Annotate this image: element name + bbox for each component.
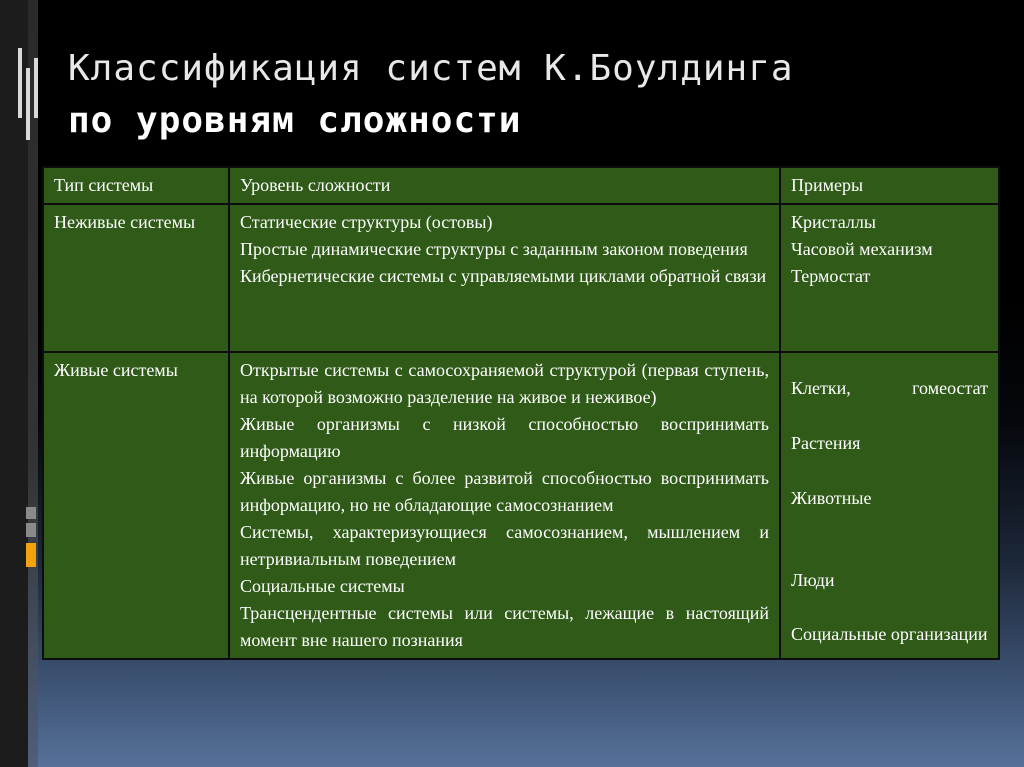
header-system-type: Тип системы [43, 167, 229, 204]
table-row [43, 352, 999, 659]
title-line-1: Классификация систем К.Боулдинга [68, 48, 794, 89]
level-item: Открытые системы с самосохраняемой структурой (первая ступень, на которой возможно разделение на живое и неживое) [240, 360, 769, 407]
stripe [18, 48, 22, 118]
example-item: Часовой механизм [791, 239, 933, 259]
level-item: Статические структуры (остовы) [240, 212, 493, 232]
example-item: Клетки, гомеостат [791, 378, 988, 398]
row-nonliving-type [43, 204, 229, 352]
row-living-type [43, 352, 229, 659]
row-nonliving-levels [229, 204, 780, 352]
table-row [43, 204, 999, 352]
slide-title [68, 44, 998, 148]
accent-markers [26, 507, 36, 567]
header-complexity-level: Уровень сложности [229, 167, 780, 204]
example-item: Термостат [791, 266, 871, 286]
level-item: Социальные системы [240, 576, 405, 596]
header-examples: Примеры [780, 167, 999, 204]
row-living-levels [229, 352, 780, 659]
row-living-examples [780, 352, 999, 659]
level-item: Кибернетические системы с управляемыми циклами обратной связи [240, 266, 767, 286]
example-item: Социальные организации [791, 624, 988, 644]
orange-accent-block [26, 543, 36, 567]
level-item: Системы, характеризующиеся самосознанием, мышлением и нетривиальным поведением [240, 522, 769, 569]
gray-accent-block [26, 507, 36, 519]
level-item: Трансцендентные системы или системы, лежащие в настоящий момент вне нашего познания [240, 603, 769, 650]
type-label: Живые системы [54, 360, 178, 380]
level-item: Живые организмы с низкой способностью воспринимать информацию [240, 414, 769, 461]
decorative-stripes [18, 48, 40, 128]
example-item: Растения [791, 433, 861, 453]
classification-table [42, 166, 1000, 660]
example-item: Кристаллы [791, 212, 876, 232]
example-item: Люди [791, 570, 835, 590]
level-item: Живые организмы с более развитой способностью воспринимать информацию, но не обладающие самосознанием [240, 468, 769, 515]
stripe [34, 58, 38, 118]
type-label: Неживые системы [54, 212, 196, 232]
level-item: Простые динамические структуры с заданным законом поведения [240, 239, 748, 259]
row-nonliving-examples [780, 204, 999, 352]
example-item: Животные [791, 488, 872, 508]
gray-accent-block [26, 523, 36, 537]
title-line-2: по уровням сложности [68, 100, 522, 141]
table-header-row [43, 167, 999, 204]
stripe [26, 68, 30, 140]
